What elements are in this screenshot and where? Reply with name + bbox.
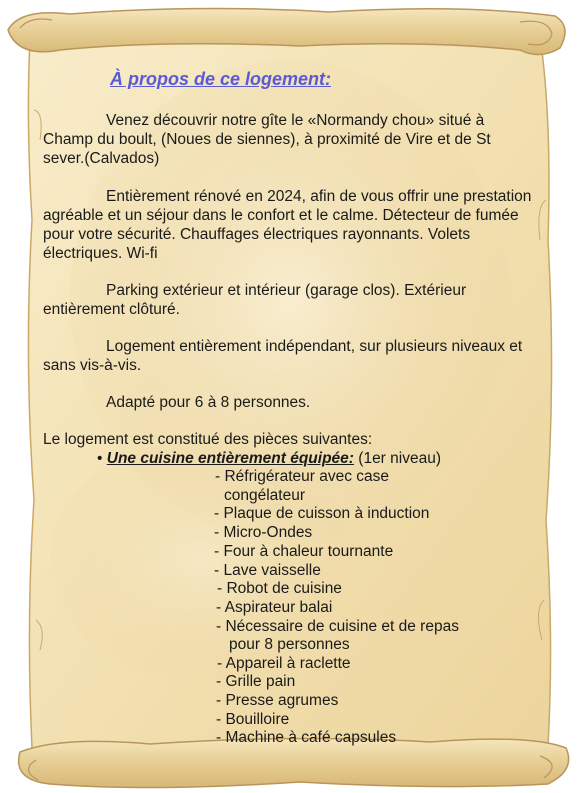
paragraph-capacity: Adapté pour 6 à 8 personnes. <box>106 394 311 411</box>
list-item: - Presse agrumes <box>216 692 339 709</box>
paragraph-location: Venez découvrir notre gîte le «Normandy chou» situé à Champ du boult, (Noues de siennes), à proximité de Vire et de St sever.(Calvados) <box>43 112 491 167</box>
list-item: - Aspirateur balai <box>216 599 333 616</box>
page-title: À propos de ce logement: <box>110 69 332 89</box>
list-item: pour 8 personnes <box>229 636 350 653</box>
list-item: - Réfrigérateur avec case <box>215 468 390 485</box>
list-item: - Bouilloire <box>216 711 290 728</box>
kitchen-name: Une cuisine entièrement équipée: <box>106 450 354 467</box>
list-item: - Appareil à raclette <box>217 655 351 672</box>
list-item: - Four à chaleur tournante <box>214 543 394 560</box>
paragraph-independent: Logement entièrement indépendant, sur plusieurs niveaux et sans vis-à-vis. <box>43 338 523 374</box>
list-item: - Micro-Ondes <box>214 524 313 541</box>
list-item: congélateur <box>224 487 306 504</box>
list-item: - Plaque de cuisson à induction <box>214 505 430 522</box>
kitchen-level: (1er niveau) <box>358 450 441 467</box>
bullet: • <box>97 450 103 467</box>
list-item: - Machine à café capsules <box>216 729 397 746</box>
list-item: - Nécessaire de cuisine et de repas <box>216 618 459 635</box>
paragraph-renovation: Entièrement rénové en 2024, afin de vous offrir une prestation agréable et un séjour dans le confort et le calme. Détecteur de fumée pour votre sécurité. Chauffages électriques rayonnants. Volets électriques. Wi-fi <box>43 188 532 262</box>
kitchen-heading <box>97 449 441 468</box>
paragraph-parking: Parking extérieur et intérieur (garage clos). Extérieur entièrement clôturé. <box>43 282 467 318</box>
list-item: - Lave vaisselle <box>214 562 321 579</box>
list-item: - Grille pain <box>216 673 296 690</box>
rooms-intro: Le logement est constitué des pièces suivantes: <box>43 431 373 448</box>
list-item: - Robot de cuisine <box>217 580 342 597</box>
